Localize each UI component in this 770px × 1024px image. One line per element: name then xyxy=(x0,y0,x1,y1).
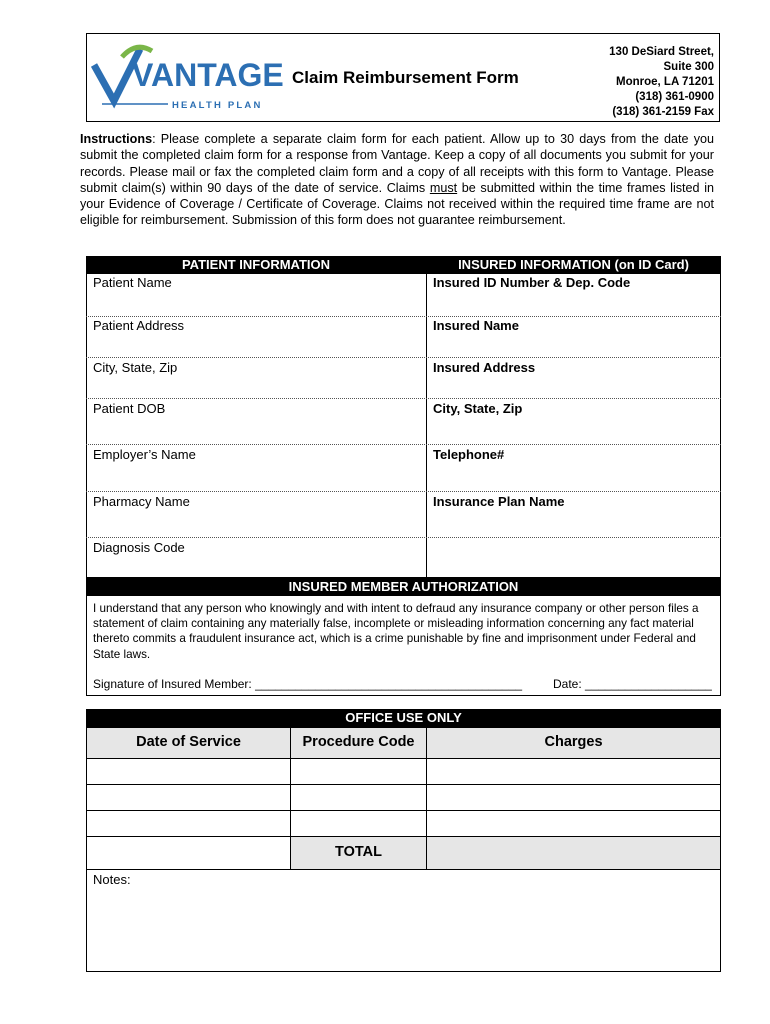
patient-name-field[interactable]: Patient Name xyxy=(93,275,172,290)
diagnosis-code-field[interactable]: Diagnosis Code xyxy=(93,540,185,555)
date-line[interactable]: ___________________ xyxy=(585,677,712,691)
office-use-heading: OFFICE USE ONLY xyxy=(86,709,721,727)
patient-city-state-zip-field[interactable]: City, State, Zip xyxy=(93,360,178,375)
vantage-logo xyxy=(92,43,284,113)
patient-insured-section xyxy=(86,256,721,578)
section-divider xyxy=(426,256,427,578)
row-line xyxy=(86,758,721,759)
instructions-text-2: be submitted within the time frames listed in your Evidence of Coverage / Certificate of Coverage. Claims not received within the required time frame are not eligible for reimbursement. Submission of this form does not guarantee reimbursement. xyxy=(80,180,714,228)
employer-name-field[interactable]: Employer’s Name xyxy=(93,447,196,462)
insured-id-field[interactable]: Insured ID Number & Dep. Code xyxy=(433,275,631,290)
procedure-code-header: Procedure Code xyxy=(302,734,415,750)
logo-sub-text: HEALTH PLAN xyxy=(172,100,263,111)
row-line xyxy=(86,869,721,870)
charges-header: Charges xyxy=(544,734,603,750)
patient-info-heading: PATIENT INFORMATION xyxy=(86,256,426,274)
instructions-emphasis: must xyxy=(429,180,458,195)
total-charges-cell xyxy=(427,836,720,869)
row-line xyxy=(86,491,721,492)
signature-row xyxy=(93,677,522,691)
row-line xyxy=(86,784,721,785)
row-line xyxy=(86,836,721,837)
authorization-heading: INSURED MEMBER AUTHORIZATION xyxy=(86,578,721,596)
notes-field[interactable]: Notes: xyxy=(93,872,131,887)
patient-address-field[interactable]: Patient Address xyxy=(93,318,185,333)
address-line: Suite 300 xyxy=(663,61,714,73)
row-line xyxy=(86,398,721,399)
instructions xyxy=(80,131,714,229)
row-line xyxy=(86,810,721,811)
date-row xyxy=(553,677,712,691)
insurance-plan-name-field[interactable]: Insurance Plan Name xyxy=(433,494,565,509)
row-line xyxy=(86,537,721,538)
insured-city-state-zip-field[interactable]: City, State, Zip xyxy=(433,401,523,416)
row-line xyxy=(86,316,721,317)
signature-line[interactable]: ________________________________________ xyxy=(255,677,523,691)
patient-dob-field[interactable]: Patient DOB xyxy=(93,401,166,416)
address-line: 130 DeSiard Street, xyxy=(609,46,714,58)
pharmacy-name-field[interactable]: Pharmacy Name xyxy=(93,494,190,509)
row-line xyxy=(86,444,721,445)
insured-name-field[interactable]: Insured Name xyxy=(433,318,519,333)
company-address xyxy=(609,45,714,120)
insured-info-heading: INSURED INFORMATION (on ID Card) xyxy=(426,256,721,274)
date-of-service-header: Date of Service xyxy=(136,734,241,750)
logo-main-text: VANTAGE xyxy=(132,57,284,93)
signature-label: Signature of Insured Member: xyxy=(93,677,256,691)
fax-line: (318) 361-2159 Fax xyxy=(612,106,714,118)
address-line: Monroe, LA 71201 xyxy=(616,76,714,88)
instructions-text: : Please complete a separate claim form for each patient. Allow up to 30 days from the date you submit the completed claim form for a response from Vantage. Keep a copy of all documents you submit for your records. Please mail or fax the completed claim form and a copy of all receipts with this form to Vantage. Please submit claim(s) within 90 days of the date of service. Claims xyxy=(80,132,714,195)
total-label: TOTAL xyxy=(335,844,382,860)
row-line xyxy=(86,357,721,358)
row-line xyxy=(86,727,721,728)
date-label: Date: xyxy=(553,677,586,691)
telephone-field[interactable]: Telephone# xyxy=(433,447,505,462)
authorization-text: I understand that any person who knowingly and with intent to defraud any insurance company or other person files a statement of claim containing any materially false, incomplete or misleading information concerning any fact material thereto commits a fraudulent insurance act, which is a crime punishable by fine and imprisonment under Federal and State laws. xyxy=(93,602,699,661)
phone-line: (318) 361-0900 xyxy=(635,91,714,103)
instructions-label: Instructions xyxy=(80,132,153,146)
insured-address-field[interactable]: Insured Address xyxy=(433,360,536,375)
form-title: Claim Reimbursement Form xyxy=(292,68,519,87)
